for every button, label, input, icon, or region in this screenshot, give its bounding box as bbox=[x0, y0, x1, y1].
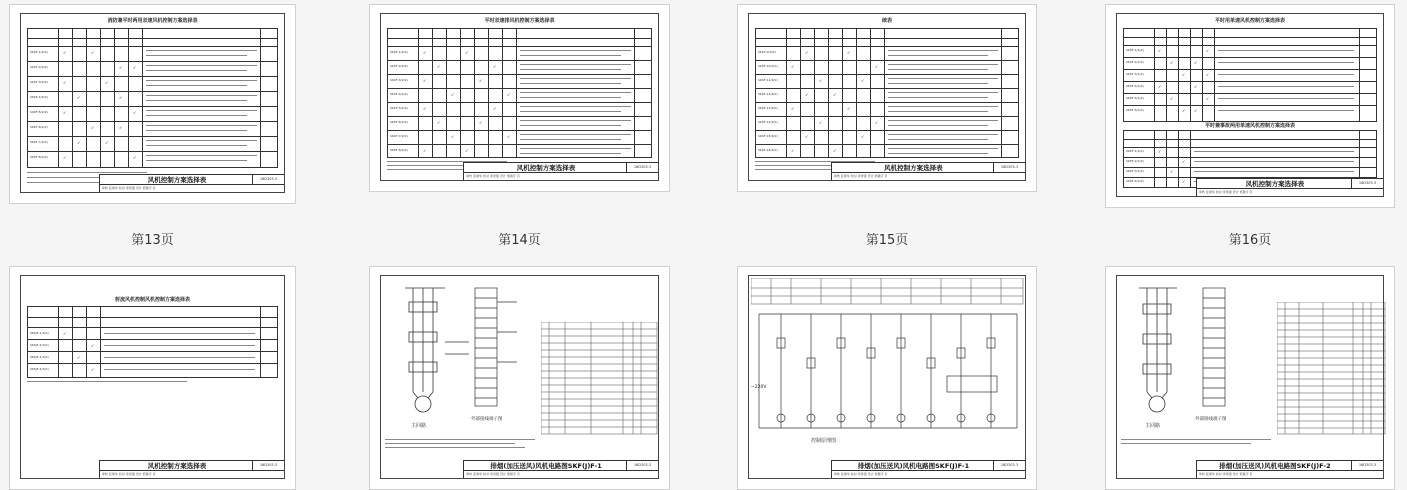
page-heading: 射流风机控制风机控制方案选择表 bbox=[114, 297, 190, 303]
page-thumbnail bbox=[737, 266, 1037, 490]
table-row: SKKF-12/2(0) bbox=[758, 92, 778, 96]
drawing-code: 16D303-3 bbox=[626, 461, 658, 470]
title-block bbox=[1196, 460, 1383, 478]
page-card-13[interactable] bbox=[9, 4, 296, 246]
table-row: SKKF-2/1(0) bbox=[1126, 159, 1144, 163]
table-row: SKKF-4/1(0) bbox=[1126, 179, 1144, 183]
table-row: SKKF-8/2(0) bbox=[30, 155, 48, 159]
selection-table: SKKF-1/2(0) SKKF-2/2(0) SKKF-3/2(0) SKKF-4/2(0) SKKF-5/2(0) SKKF-6/2(0) SKKF-7/2(0) SKKF-8/2(0) ✓ ✓ ✓ ✓ ✓ ✓ ✓ ✓ ✓ ✓ ✓ ✓ ✓ ✓ ✓ ✓ bbox=[27, 28, 278, 168]
table-row: SKKJF-2/1(0) bbox=[30, 343, 49, 347]
terminal-label: 外部接线端子图 bbox=[1195, 417, 1227, 422]
diagram-notes bbox=[385, 438, 535, 448]
signature-row: 审核 张建华 校对 李世强 设计 邢晨宇 页 bbox=[1197, 470, 1383, 478]
table-row: SKKF-5/1(0) bbox=[1126, 96, 1144, 100]
table-row: SKKF-10/2(0) bbox=[758, 64, 778, 68]
title-block-name: 排烟(加压送风)风机电路图SKF(J)F-1 bbox=[490, 462, 602, 470]
drawing-code: 16D303-3 bbox=[993, 461, 1025, 470]
table-row: SKKF-4/2(0) bbox=[30, 95, 48, 99]
table-row: SKKF-2/1(0) bbox=[1126, 60, 1144, 64]
table-row: SKKF-15/2(0) bbox=[758, 134, 778, 138]
main-circuit-label: 主回路 bbox=[1145, 423, 1161, 429]
table-row: SKKF-7/2(0) bbox=[390, 134, 408, 138]
selection-table-2: SKKF-1/1(0) SKKF-2/1(0) SKKF-3/1(0) SKKF-4/1(0) ✓ ✓ ✓ ✓ bbox=[1123, 130, 1377, 188]
table-row: SKKF-16/2(0) bbox=[758, 148, 778, 152]
table-row: SKKF-3/1(0) bbox=[1126, 169, 1144, 173]
signature-row: 审核 张建华 校对 李世强 设计 邢晨宇 页 bbox=[1197, 188, 1383, 196]
control-schematic bbox=[751, 278, 1025, 448]
diagram-notes bbox=[1121, 438, 1271, 444]
page-heading-2: 平时兼事故两用单速风机控制方案选择表 bbox=[1204, 123, 1295, 129]
title-block bbox=[1196, 178, 1383, 196]
title-block-name: 排烟(加压送风)风机电路图SKF(J)F-2 bbox=[1219, 462, 1331, 470]
page-thumbnail bbox=[1105, 4, 1395, 208]
title-block-name: 风机控制方案选择表 bbox=[147, 176, 207, 184]
title-block bbox=[831, 460, 1025, 478]
title-block-name: 风机控制方案选择表 bbox=[147, 462, 207, 470]
voltage-label: ~220V bbox=[751, 385, 767, 390]
table-row: SKKF-3/1(0) bbox=[1126, 72, 1144, 76]
title-block-name: 风机控制方案选择表 bbox=[516, 164, 576, 172]
title-block bbox=[99, 174, 284, 192]
drawing-frame bbox=[20, 275, 285, 479]
selection-table: SKKJF-1/1(0) SKKJF-2/1(0) SKKJF-3/1(0) SKKJF-4/1(0) ✓ ✓ ✓ ✓ bbox=[27, 306, 278, 378]
drawing-frame bbox=[380, 13, 659, 181]
table-row: SKKJF-1/1(0) bbox=[30, 331, 49, 335]
table-row: SKKF-2/2(0) bbox=[390, 64, 408, 68]
title-block bbox=[831, 162, 1025, 180]
drawing-frame bbox=[748, 13, 1026, 181]
title-block-name: 风机控制方案选择表 bbox=[1245, 180, 1305, 188]
page-heading: 消防兼平时两用双速风机控制方案选择表 bbox=[107, 18, 198, 24]
terminal-diagram bbox=[1195, 282, 1265, 432]
terminal-label: 外部接线端子图 bbox=[471, 417, 503, 422]
drawing-frame bbox=[1116, 275, 1384, 479]
drawing-code: 16D303-3 bbox=[1351, 461, 1383, 470]
table-row: SKKF-4/2(0) bbox=[390, 92, 408, 96]
drawing-frame bbox=[748, 275, 1026, 479]
title-block bbox=[463, 162, 658, 180]
drawing-frame bbox=[1116, 13, 1384, 197]
table-row: SKKF-3/2(0) bbox=[30, 80, 48, 84]
table-row: SKKF-2/2(0) bbox=[30, 65, 48, 69]
drawing-code: 16D303-3 bbox=[252, 461, 284, 470]
table-row: SKKF-6/2(0) bbox=[30, 125, 48, 129]
signature-row: 审核 张建华 校对 李世强 设计 邢晨宇 页 bbox=[100, 470, 284, 478]
page-card-17[interactable] bbox=[9, 266, 296, 490]
drawing-code: 16D303-3 bbox=[252, 175, 284, 184]
page-thumbnail bbox=[369, 266, 670, 490]
table-notes bbox=[27, 380, 227, 382]
page-thumbnail bbox=[369, 4, 670, 192]
table-row: SKKJF-4/1(0) bbox=[30, 367, 49, 371]
title-block bbox=[463, 460, 658, 478]
table-row: SKKF-1/2(0) bbox=[30, 50, 48, 54]
table-row: SKKF-6/1(0) bbox=[1126, 108, 1144, 112]
table-row: SKKF-3/2(0) bbox=[390, 78, 408, 82]
page-card-19[interactable] bbox=[737, 266, 1037, 490]
drawing-code: 16D303-3 bbox=[993, 163, 1025, 172]
page-caption: 第16页 bbox=[1228, 233, 1272, 248]
drawing-frame bbox=[380, 275, 659, 479]
main-circuit-label: 主回路 bbox=[411, 423, 427, 429]
page-card-18[interactable] bbox=[369, 266, 670, 490]
table-row: SKKJF-3/1(0) bbox=[30, 355, 49, 359]
table-row: SKKF-1/2(0) bbox=[390, 50, 408, 54]
page-caption: 第14页 bbox=[498, 233, 541, 248]
page-caption: 第13页 bbox=[131, 233, 174, 248]
schematic-label: 控制原理图 bbox=[811, 438, 837, 444]
selection-table: SKKF-1/2(0) SKKF-2/2(0) SKKF-3/2(0) SKKF-4/2(0) SKKF-5/2(0) SKKF-6/2(0) SKKF-7/2(0) SKKF-8/2(0) ✓ ✓ ✓ ✓ ✓ ✓ ✓ ✓ ✓ ✓ ✓ ✓ ✓ ✓ ✓ ✓ bbox=[387, 28, 652, 158]
title-block-name: 风机控制方案选择表 bbox=[884, 164, 943, 172]
page-card-15[interactable] bbox=[737, 4, 1037, 246]
parts-list-table bbox=[541, 322, 659, 436]
table-row: SKKF-9/2(0) bbox=[758, 50, 776, 54]
table-row: SKKF-6/2(0) bbox=[390, 120, 408, 124]
drawing-code: 16D303-3 bbox=[626, 163, 658, 172]
signature-row: 审核 张建华 校对 李世强 设计 邢晨宇 页 bbox=[100, 184, 284, 192]
page-heading: 平时双速排风机控制方案选择表 bbox=[484, 18, 555, 24]
page-card-14[interactable] bbox=[369, 4, 670, 246]
signature-row: 审核 张建华 校对 李世强 设计 邢晨宇 页 bbox=[464, 470, 658, 478]
table-row: SKKF-7/2(0) bbox=[30, 140, 48, 144]
signature-row: 审核 张建华 校对 李世强 设计 邢晨宇 页 bbox=[832, 172, 1025, 180]
table-row: SKKF-4/1(0) bbox=[1126, 84, 1144, 88]
page-thumbnail bbox=[9, 4, 296, 204]
table-row: SKKF-5/2(0) bbox=[30, 110, 48, 114]
page-thumbnail bbox=[1105, 266, 1395, 490]
table-row: SKKF-1/1(0) bbox=[1126, 48, 1144, 52]
terminal-diagram bbox=[467, 282, 527, 432]
page-caption: 第15页 bbox=[865, 233, 909, 248]
page-heading: 续表 bbox=[881, 18, 892, 24]
signature-row: 审核 张建华 校对 李世强 设计 邢晨宇 页 bbox=[464, 172, 658, 180]
table-row: SKKF-13/2(0) bbox=[758, 106, 778, 110]
drawing-frame bbox=[20, 13, 285, 193]
table-row: SKKF-11/2(0) bbox=[758, 78, 778, 82]
title-block-name: 排烟(加压送风)风机电路图SKF(J)F-1 bbox=[857, 462, 970, 470]
selection-table: SKKF-1/1(0) SKKF-2/1(0) SKKF-3/1(0) SKKF-4/1(0) SKKF-5/1(0) SKKF-6/1(0) ✓ ✓ ✓ ✓ ✓ ✓ ✓ ✓ ✓ ✓ ✓ ✓ bbox=[1123, 28, 1377, 122]
title-block bbox=[99, 460, 284, 478]
page-thumbnail bbox=[9, 266, 296, 490]
drawing-code: 16D303-3 bbox=[1351, 179, 1383, 188]
selection-table: SKKF-9/2(0) SKKF-10/2(0) SKKF-11/2(0) SKKF-12/2(0) SKKF-13/2(0) SKKF-14/2(0) SKKF-15/2(0) SKKF-16/2(0) ✓ ✓ ✓ ✓ ✓ ✓ ✓ ✓ ✓ ✓ ✓ ✓ ✓ ✓ ✓ ✓ bbox=[755, 28, 1019, 158]
table-row: SKKF-5/2(0) bbox=[390, 106, 408, 110]
signature-row: 审核 张建华 校对 李世强 设计 邢晨宇 页 bbox=[832, 470, 1025, 478]
table-row: SKKF-14/2(0) bbox=[758, 120, 778, 124]
page-heading: 平时用单速风机控制方案选择表 bbox=[1214, 18, 1285, 24]
table-row: SKKF-1/1(0) bbox=[1126, 149, 1144, 153]
parts-list-table bbox=[1277, 302, 1387, 436]
page-thumbnail bbox=[737, 4, 1037, 192]
page-card-16[interactable] bbox=[1105, 4, 1395, 246]
table-row: SKKF-8/2(0) bbox=[390, 148, 408, 152]
page-card-20[interactable] bbox=[1105, 266, 1395, 490]
